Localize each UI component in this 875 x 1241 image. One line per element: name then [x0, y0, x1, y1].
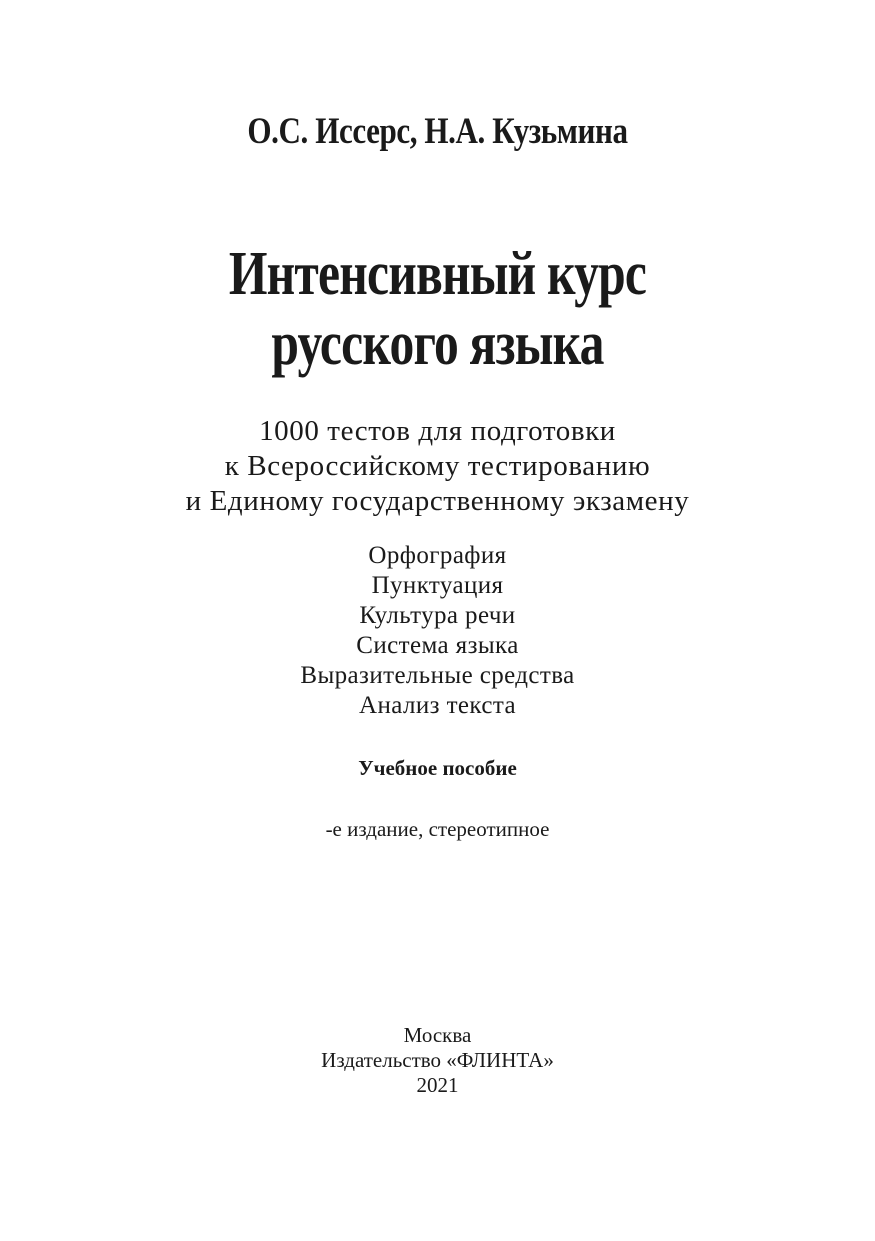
- topic-item: Система языка: [356, 632, 519, 659]
- book-title-line-1: Интенсивный курс: [228, 240, 647, 308]
- book-genre: Учебное пособие: [358, 756, 517, 780]
- book-subtitle-line-2: к Всероссийскому тестированию: [224, 450, 651, 482]
- imprint-publisher: Издательство «ФЛИНТА»: [321, 1048, 554, 1072]
- topic-item: Анализ текста: [359, 692, 516, 719]
- imprint-city: Москва: [403, 1023, 472, 1047]
- topic-item: Пунктуация: [371, 572, 504, 599]
- book-title-line-2: русского языка: [271, 310, 604, 378]
- imprint-year: 2021: [416, 1073, 459, 1097]
- topic-item: Орфография: [368, 542, 507, 569]
- book-subtitle-line-3: и Единому государственному экзамену: [185, 485, 690, 517]
- topic-item: Выразительные средства: [300, 662, 575, 689]
- book-subtitle-line-1: 1000 тестов для подготовки: [259, 415, 616, 447]
- book-edition: -е издание, стереотипное: [325, 817, 550, 841]
- topic-item: Культура речи: [359, 602, 516, 629]
- book-authors: О.С. Иссерс, Н.А. Кузьмина: [247, 111, 628, 152]
